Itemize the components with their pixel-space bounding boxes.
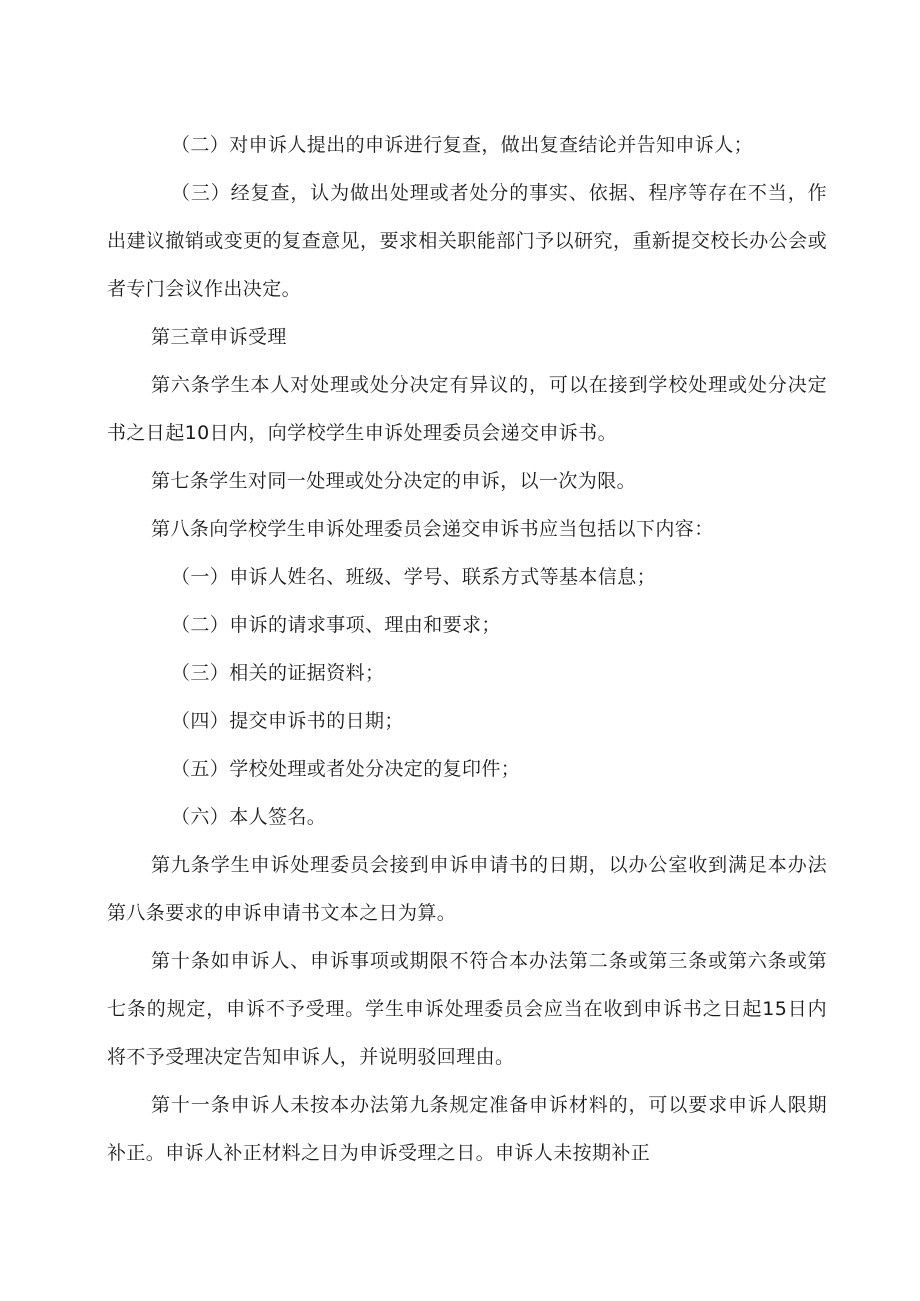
list-item: （六）本人签名。 xyxy=(171,806,327,828)
chapter-heading: 第三章申诉受理 xyxy=(151,326,287,348)
paragraph: 第十一条申诉人未按本办法第九条规定准备申诉材料的，可以要求申诉人限期补正。申诉人补正材料之日为申诉受理之日。申诉人未按期补正 xyxy=(107,1094,827,1164)
paragraph: 第七条学生对同一处理或处分决定的申诉，以一次为限。 xyxy=(151,470,637,492)
list-item: （一）申诉人姓名、班级、学号、联系方式等基本信息； xyxy=(171,566,657,588)
paragraph: 第九条学生申诉处理委员会接到申诉申请书的日期，以办公室收到满足本办法第八条要求的申诉申请书文本之日为算。 xyxy=(107,854,827,924)
document-body xyxy=(107,121,827,1177)
list-item: （三）相关的证据资料； xyxy=(171,662,385,684)
paragraph: 第十条如申诉人、申诉事项或期限不符合本办法第二条或第三条或第六条或第七条的规定，申诉不予受理。学生申诉处理委员会应当在收到申诉书之日起15日内将不予受理决定告知申诉人，并说明驳回理由。 xyxy=(107,950,827,1068)
list-item: （二）申诉的请求事项、理由和要求； xyxy=(171,614,501,636)
list-item: （五）学校处理或者处分决定的复印件； xyxy=(171,758,521,780)
paragraph: 第八条向学校学生申诉处理委员会递交申诉书应当包括以下内容： xyxy=(151,518,714,540)
paragraph: （二）对申诉人提出的申诉进行复查，做出复查结论并告知申诉人； xyxy=(171,134,754,156)
paragraph: 第六条学生本人对处理或处分决定有异议的，可以在接到学校处理或处分决定书之日起10日内，向学校学生申诉处理委员会递交申诉书。 xyxy=(107,374,827,444)
paragraph: （三）经复查，认为做出处理或者处分的事实、依据、程序等存在不当，作出建议撤销或变更的复查意见，要求相关职能部门予以研究，重新提交校长办公会或者专门会议作出决定。 xyxy=(107,182,827,300)
list-item: （四）提交申诉书的日期； xyxy=(171,710,404,732)
